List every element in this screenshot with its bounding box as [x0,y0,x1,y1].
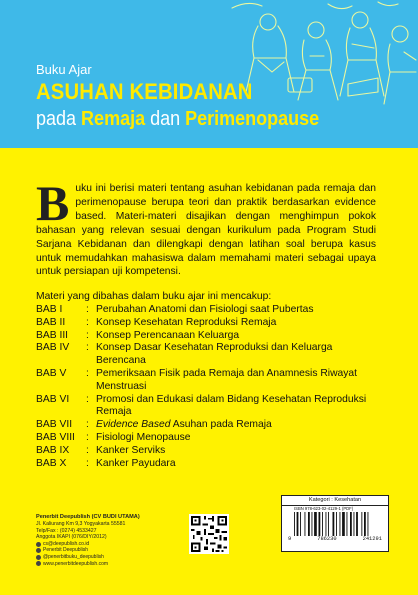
chapter-row [36,432,376,445]
chapter-title: Promosi dan Edukasi dalam Bidang Kesehatan Reproduksi Remaja [96,393,367,418]
chapter-title: Konsep Kesehatan Reproduksi Remaja [96,316,277,328]
book-description [36,175,376,279]
students-line-illustration [228,0,418,110]
barcode-bar [347,512,348,536]
chapter-separator: : [86,304,89,315]
title-word-pada: pada [36,108,77,130]
chapter-title: Kanker Payudara [96,457,176,469]
title-word-dan: dan [150,108,181,130]
instagram-icon [36,555,41,560]
barcode-bar [364,512,366,536]
chapter-code: BAB X [36,457,67,469]
chapter-code: BAB VI [36,393,70,405]
contact-text: @penerbitbuku_deepublish [43,553,104,560]
chapter-title: Kanker Serviks [96,444,166,456]
contact-instagram [36,554,186,561]
facebook-icon [36,548,41,553]
chapter-row [36,317,376,330]
chapter-code: BAB II [36,316,66,328]
barcode-bar [312,512,313,536]
chapter-code: BAB IX [36,444,70,456]
contact-text: www.penerbitdeepublish.com [43,560,109,567]
chapter-title: Konsep Dasar Kesehatan Reproduksi dan Keluarga Berencana [96,342,333,367]
chapter-row [36,458,376,471]
description-text: uku ini berisi materi tentang asuhan kebidanan pada remaja dan perimenopause berupa teori dan praktik berdasarkan evidence based. Materi-materi disajikan dengan menghimpun pokok bahasan yang relevan sesuai dengan kurikulum pada Program Studi Sarjana Kebidanan dan dilengkapi dengan latihan soal berupa kasus untuk memudahkan mahasiswa dalam memahami materi sebagai upaya untuk persiapan uji kompetensi. [36,183,376,278]
barcode-bar [361,512,362,536]
publisher-name: Penerbit Deepublish (CV BUDI UTAMA) [36,514,140,520]
chapter-row [36,330,376,343]
chapter-title: Pemeriksaan Fisik pada Remaja dan Anamnesis Riwayat Menstruasi [96,367,357,392]
book-title-line1: ASUHAN KEBIDANAN [36,79,253,104]
chapter-row [36,368,376,394]
chapter-code: BAB VIII [36,431,75,443]
title-word-perimenopause: Perimenopause [185,108,320,130]
chapter-code: BAB III [36,329,69,341]
chapter-separator: : [86,367,89,379]
barcode-bar [326,512,327,536]
barcode-bar [350,512,352,536]
chapter-separator: : [86,457,89,469]
contact-facebook [36,547,186,554]
chapter-code: BAB VII [36,419,73,431]
chapter-code: BAB IV [36,342,70,354]
barcode-bar [294,512,295,536]
barcode-bar [354,512,355,536]
chapter-separator: : [86,342,89,354]
chapter-row [36,342,376,368]
barcode-bar [308,512,310,536]
chapter-title-emphasis: Evidence Based [96,419,171,431]
isbn-barcode-box [281,495,389,552]
barcode-bar [322,512,323,536]
barcode-bar [340,512,341,536]
cover-header [0,0,418,148]
barcode-digits [282,536,388,542]
chapter-separator: : [86,329,89,341]
contact-text: Penerbit Deepublish [43,547,89,554]
barcode-bar [328,512,329,536]
chapter-list [36,304,376,470]
barcode-bar [297,512,299,536]
chapter-row [36,419,376,432]
cover-body [0,148,418,595]
chapter-row [36,394,376,420]
contact-website [36,561,186,568]
chapter-code: BAB I [36,304,63,315]
barcode-digits-left: 786230 [317,536,337,542]
web-icon [36,561,41,566]
chapter-code: BAB V [36,367,67,379]
barcode-bar [342,512,345,536]
chapter-separator: : [86,419,89,431]
book-title-line2 [36,108,319,131]
chapter-title [96,419,376,432]
category-label: Kategori : Kesehatan [282,496,388,506]
chapter-row [36,445,376,458]
chapter-title: Perubahan Anatomi dan Fisiologi saat Pubertas [96,304,314,315]
contact-email [36,541,186,548]
chapter-separator: : [86,316,89,328]
publisher-address: Jl. Kaliurang Km 9,3 Yogyakarta 55581 [36,521,126,527]
barcode-bar [305,512,306,536]
globe-icon [36,542,41,547]
barcode-bar [368,512,369,536]
barcode-bars [292,512,378,536]
chapter-title: Fisiologi Menopause [96,431,191,443]
chapter-separator: : [86,393,89,405]
series-label: Buku Ajar [36,62,92,77]
drop-cap: B [36,175,70,231]
chapter-title-rest: Asuhan pada Remaja [170,419,272,431]
publisher-phone: Telp/Fax : (0274) 4533427 [36,527,97,534]
barcode-digits-right: 241291 [362,536,382,542]
title-word-remaja: Remaja [81,108,146,130]
publisher-info [36,514,186,567]
barcode-digit-first: 9 [288,536,292,542]
chapter-title: Konsep Perencanaan Keluarga [96,329,240,341]
barcode-bar [333,512,335,536]
barcode-bar [336,512,337,536]
chapter-separator: : [86,431,89,443]
barcode-bar [314,512,317,536]
barcode-bar [300,512,301,536]
chapter-separator: : [86,444,89,456]
chapter-row [36,304,376,317]
contact-text: cs@deepublish.co.id [43,540,90,547]
barcode-bar [319,512,321,536]
qr-code [189,514,229,554]
isbn-number: ISBN 978-623-02-4129-1 (PDF) [294,506,354,511]
publisher-membership: Anggota IKAPI (076/DIY/2012) [36,534,107,541]
barcode-bar [356,512,358,536]
materi-lead: Materi yang dibahas dalam buku ajar ini mencakup: [36,291,272,302]
